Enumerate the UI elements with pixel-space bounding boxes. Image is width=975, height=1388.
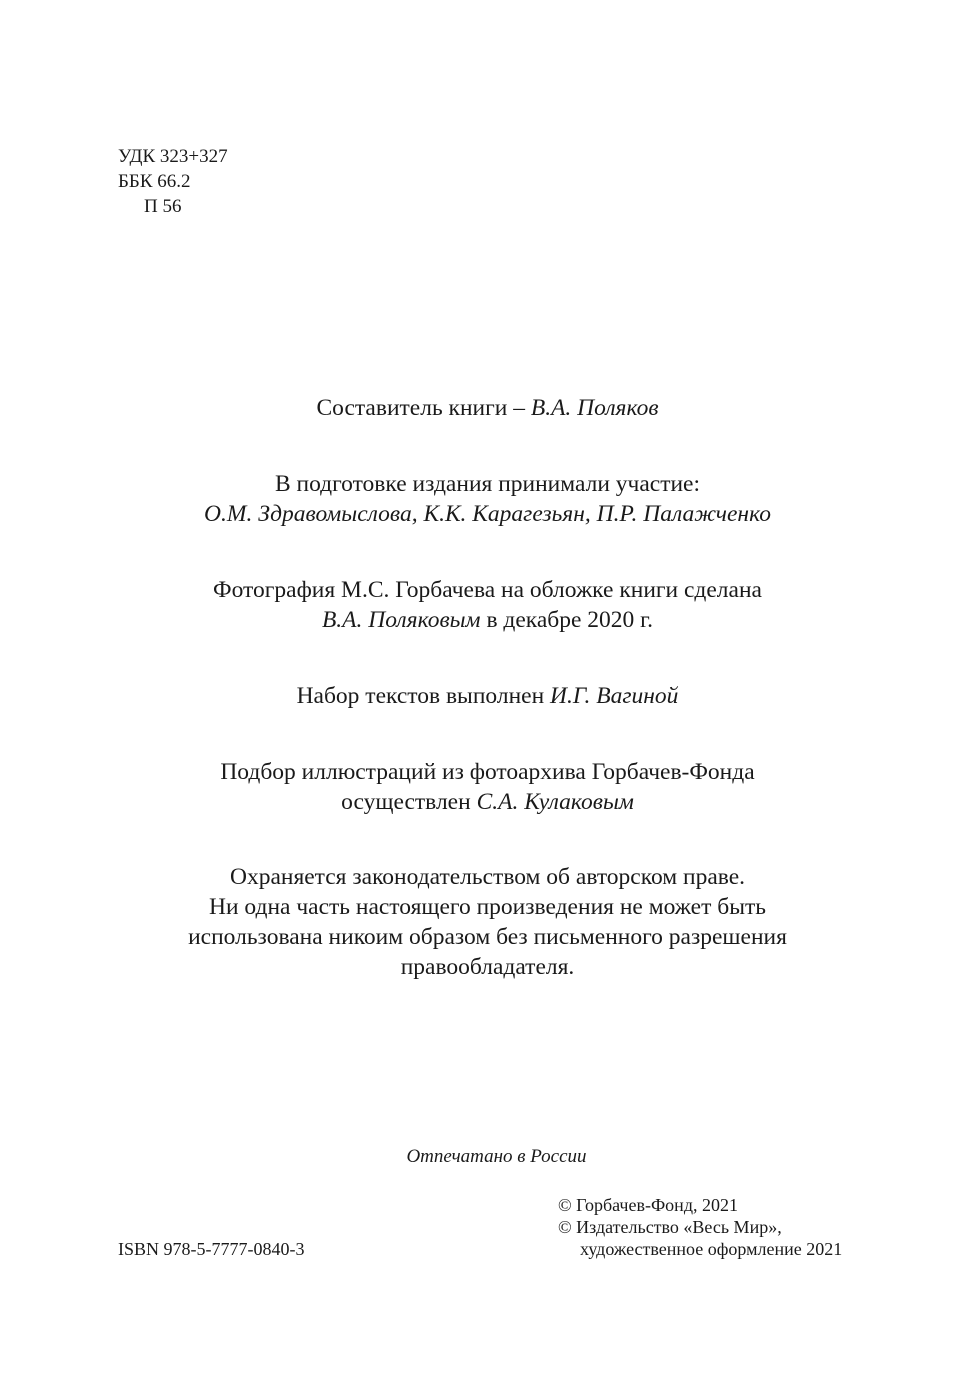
rights-line: использована никоим образом без письменного разрешения [188,924,787,950]
copyright-publisher: © Издательство «Весь Мир», [558,1217,782,1237]
typesetting-label: Набор текстов выполнен [296,683,551,709]
rights-notice [0,862,975,982]
illustrations-name: С.А. Кулаковым [476,789,634,815]
photographer-name: В.А. Поляковым [321,607,481,633]
participants-block [0,469,975,529]
illustrations-block [0,757,975,817]
compiler-name: В.А. Поляков [530,395,659,421]
printed-in-russia: Отпечатано в России [406,1146,587,1167]
typesetting-name: И.Г. Вагиной [550,683,679,709]
photo-credit-line: Фотография М.С. Горбачева на обложке книги сделана [213,577,762,603]
typesetting-line [0,681,975,711]
copyright-foundation: © Горбачев-Фонд, 2021 [558,1195,738,1215]
rights-line: Охраняется законодательством об авторском праве. [229,864,746,890]
illustrations-line: Подбор иллюстраций из фотоархива Горбачев-Фонда [220,759,755,785]
rights-line: правообладателя. [400,954,575,980]
compiler-line [0,393,975,423]
compiler-label: Составитель книги – [316,395,531,421]
photo-credit-block [0,575,975,635]
photo-date: в декабре 2020 г. [480,607,654,633]
udk-code: УДК 323+327 [118,146,228,167]
rights-line: Ни одна часть настоящего произведения не может быть [209,894,766,920]
isbn: ISBN 978-5-7777-0840-3 [118,1239,305,1259]
copyright-block [558,1194,842,1260]
classification-block [118,144,228,219]
illustrations-label: осуществлен [341,789,477,815]
bbk-code: ББК 66.2 [118,171,191,192]
copyright-design: художественное оформление 2021 [580,1239,843,1259]
participants-names: О.М. Здравомыслова, К.К. Карагезьян, П.Р. Палажченко [204,501,771,527]
author-mark: П 56 [144,196,182,217]
participants-label: В подготовке издания принимали участие: [274,471,701,497]
